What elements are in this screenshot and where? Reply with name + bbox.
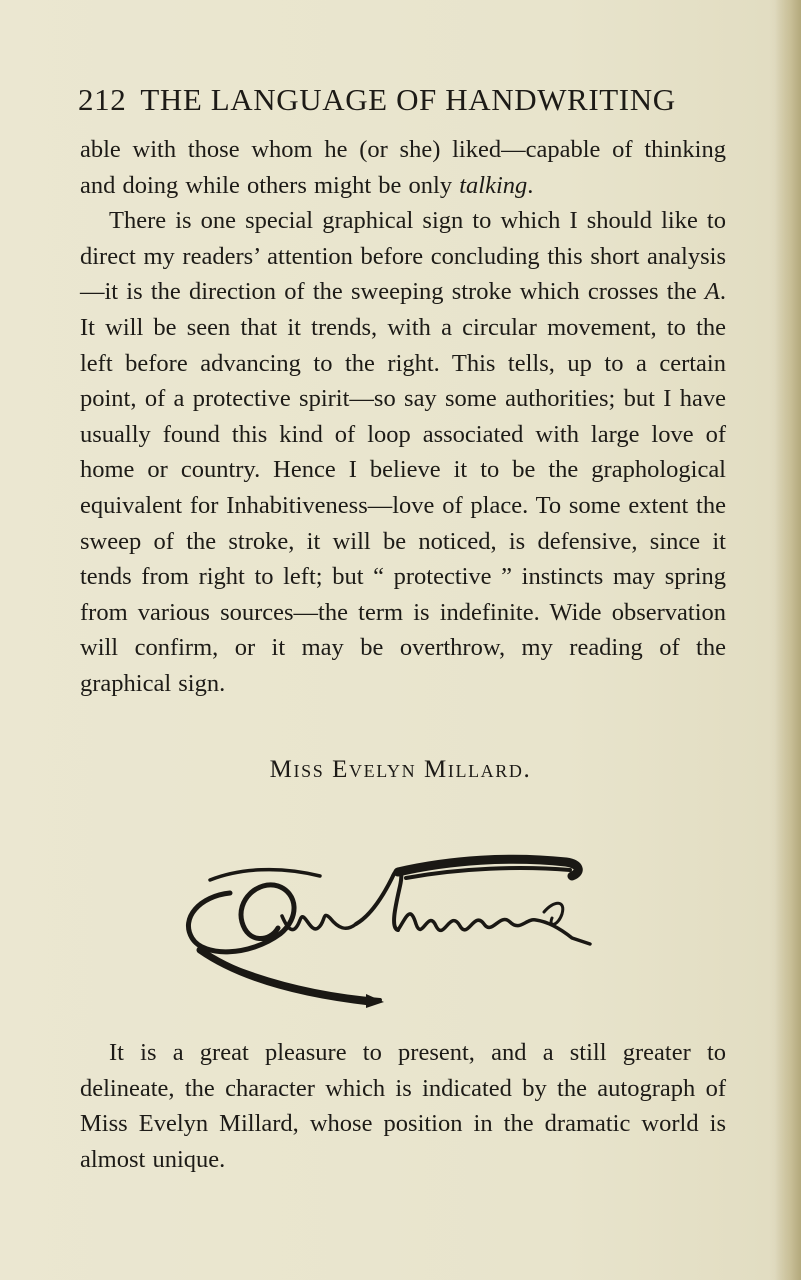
paragraph-text: . xyxy=(527,171,534,199)
handwritten-signature-icon xyxy=(170,838,630,1013)
paragraph-text: able with those whom he (or she) liked—capable of thinking and doing while others might be only xyxy=(80,136,726,199)
running-title: THE LANGUAGE OF HANDWRITING xyxy=(140,82,676,117)
italic-word: talking xyxy=(459,171,528,199)
italic-letter: A xyxy=(704,278,720,306)
paragraph-graphical-sign xyxy=(80,203,726,701)
body-text-upper xyxy=(80,132,726,702)
running-head xyxy=(78,82,718,118)
section-heading: Miss Evelyn Millard. xyxy=(269,756,532,783)
page-edge-stain xyxy=(775,0,801,1280)
paragraph-text: There is one special graphical sign to which I should like to direct my readers’ attention before concluding this short analysis—it is the direction of the sweeping stroke which crosses the xyxy=(80,207,726,306)
paragraph-autograph-intro: It is a great pleasure to present, and a still greater to delineate, the character which is indicated by the autograph of Miss Evelyn Millard, whose position in the dramatic world is almost unique. xyxy=(80,1039,726,1173)
paragraph-continuation xyxy=(80,132,726,203)
body-text-lower xyxy=(80,1035,726,1177)
page-number: 212 xyxy=(78,82,127,117)
paragraph-text: . It will be seen that it trends, with a circular movement, to the left before advancing to the right. This tells, up to a certain point, of a protective spirit—so say some authorities; but I have usually found this kind of loop associated with large love of home or country. Hence I believe it to be the graphological equivalent for Inhabitiveness—love of place. To some extent the sweep of the stroke, it will be noticed, is defensive, since it tends from right to left; but “ protective ” instincts may spring from various sources—the term is indefinite. Wide observation will confirm, or it may be overthrow, my reading of the graphical sign. xyxy=(80,278,726,697)
